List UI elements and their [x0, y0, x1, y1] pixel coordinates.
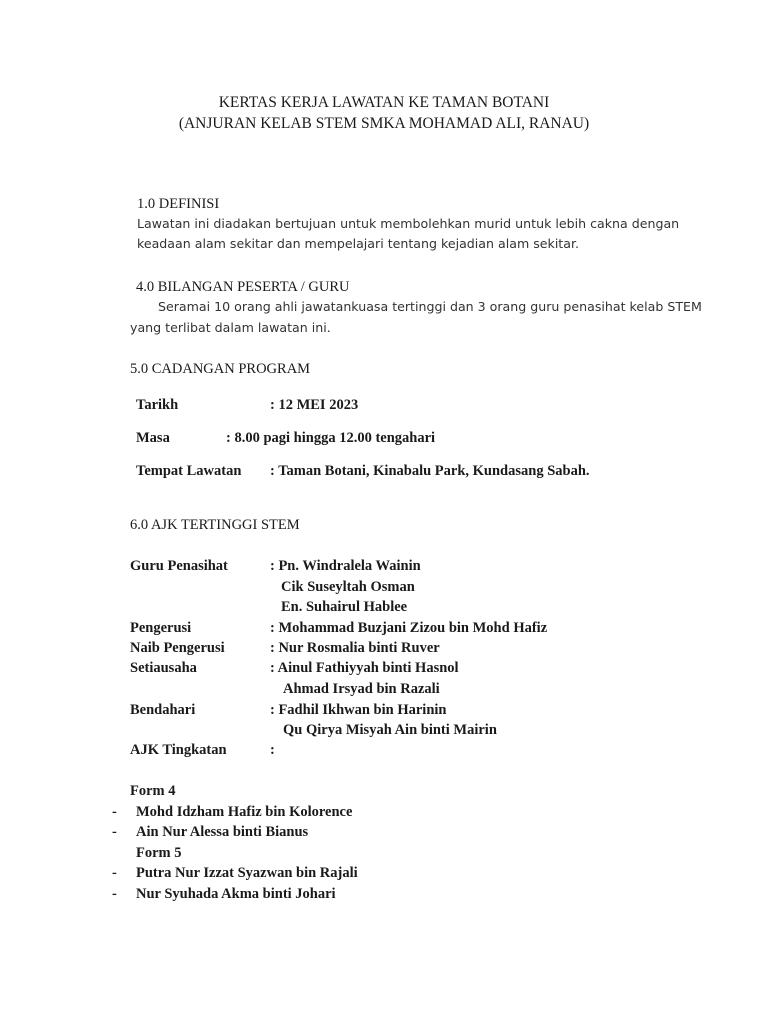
setiausaha-label: Setiausaha — [130, 660, 197, 676]
tingkatan-label: AJK Tingkatan — [130, 742, 227, 758]
peserta-heading: 4.0 BILANGAN PESERTA / GURU — [136, 279, 350, 295]
definisi-heading: 1.0 DEFINISI — [137, 196, 220, 212]
list-bullet: - — [112, 865, 117, 881]
tempat-label: Tempat Lawatan — [136, 463, 242, 479]
pengerusi-label: Pengerusi — [130, 620, 192, 636]
form5-member-2: Nur Syuhada Akma binti Johari — [136, 886, 336, 902]
bendahari-label: Bendahari — [130, 702, 196, 718]
setiausaha-value-2: Ahmad Irsyad bin Razali — [283, 681, 440, 697]
bendahari-value-1: : Fadhil Ikhwan bin Harinin — [270, 702, 447, 718]
bendahari-value-2: Qu Qirya Misyah Ain binti Mairin — [283, 722, 497, 738]
setiausaha-value-1: : Ainul Fathiyyah binti Hasnol — [270, 660, 459, 676]
form4-member-1: Mohd Idzham Hafiz bin Kolorence — [136, 804, 353, 820]
peserta-line-2: yang terlibat dalam lawatan ini. — [130, 320, 331, 335]
guru-value-1: : Pn. Windralela Wainin — [270, 558, 421, 574]
guru-value-2: Cik Suseyltah Osman — [281, 579, 415, 595]
naib-value: : Nur Rosmalia binti Ruver — [270, 640, 440, 656]
peserta-line-1: Seramai 10 orang ahli jawatankuasa tertinggi dan 3 orang guru penasihat kelab STEM — [158, 299, 702, 314]
tarikh-value: : 12 MEI 2023 — [270, 397, 359, 413]
form4-member-2: Ain Nur Alessa binti Bianus — [136, 824, 309, 840]
pengerusi-value: : Mohammad Buzjani Zizou bin Mohd Hafiz — [270, 620, 548, 636]
masa-label: Masa — [136, 430, 170, 446]
form5-label: Form 5 — [136, 845, 182, 861]
list-bullet: - — [112, 804, 117, 820]
guru-label: Guru Penasihat — [130, 558, 228, 574]
masa-value: : 8.00 pagi hingga 12.00 tengahari — [226, 430, 436, 446]
tingkatan-value: : — [270, 742, 275, 758]
naib-label: Naib Pengerusi — [130, 640, 225, 656]
program-heading: 5.0 CADANGAN PROGRAM — [130, 361, 311, 377]
ajk-heading: 6.0 AJK TERTINGGI STEM — [130, 517, 300, 533]
tarikh-label: Tarikh — [136, 397, 179, 413]
title-line-2: (ANJURAN KELAB STEM SMKA MOHAMAD ALI, RANAU) — [178, 115, 590, 132]
definisi-line-2: keadaan alam sekitar dan mempelajari tentang kejadian alam sekitar. — [137, 236, 579, 251]
form5-member-1: Putra Nur Izzat Syazwan bin Rajali — [136, 865, 358, 881]
list-bullet: - — [112, 824, 117, 840]
title-line-1: KERTAS KERJA LAWATAN KE TAMAN BOTANI — [218, 94, 550, 111]
form4-label: Form 4 — [130, 783, 176, 799]
guru-value-3: En. Suhairul Hablee — [281, 599, 408, 615]
tempat-value: : Taman Botani, Kinabalu Park, Kundasang Sabah. — [270, 463, 590, 479]
list-bullet: - — [112, 886, 117, 902]
definisi-line-1: Lawatan ini diadakan bertujuan untuk membolehkan murid untuk lebih cakna dengan — [137, 216, 680, 231]
